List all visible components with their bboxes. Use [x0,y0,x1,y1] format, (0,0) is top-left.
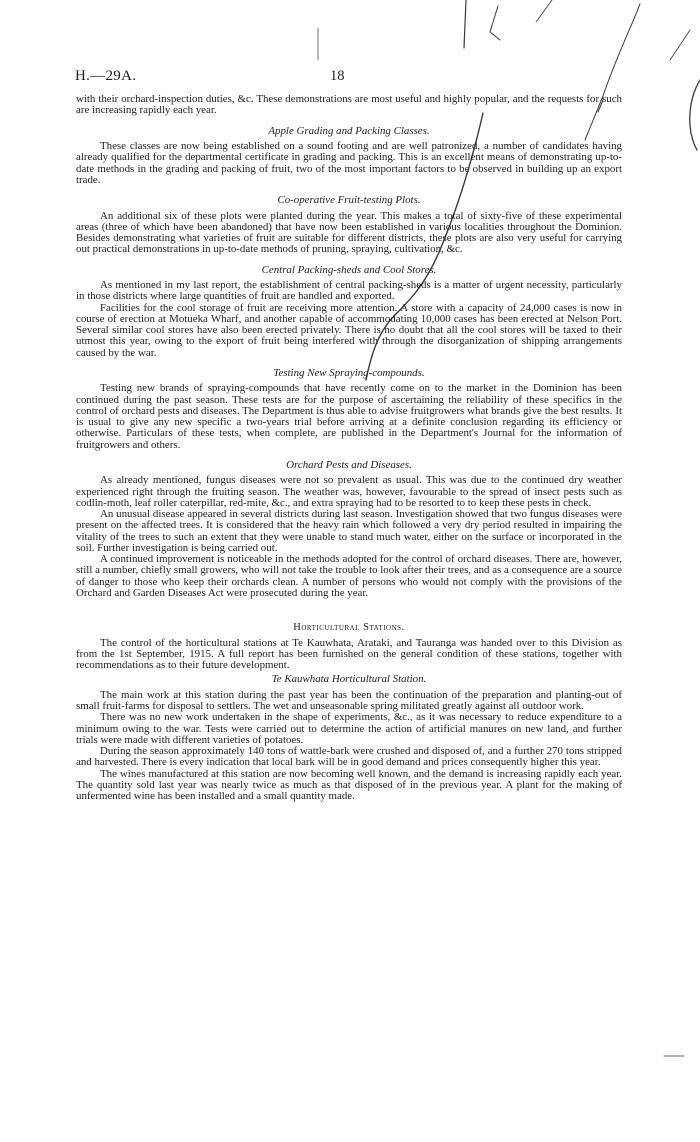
paragraph: An additional six of these plots were planted during the year. This makes a total of sixty-five of these experimental areas (three of which have been abandoned) that have now been established in various localities throughout the Dominion. Besides demonstrating what varieties of fruit are suitable for different districts, these plots are also very useful for carrying out practical demonstrations in up-to-date methods of pruning, spraying, cultivation, &c. [76,209,622,256]
subsection-heading: Te Kauwhata Horticultural Station. [271,673,427,686]
section-heading: Orchard Pests and Diseases. [286,458,412,471]
document-page [76,70,622,1142]
paragraph: As already mentioned, fungus diseases were not so prevalent as usual. This was due to the continued dry weather experienced right through the fruiting season. The weather was, however, favourable to the spread of insect pests such as codlin-moth, leaf roller caterpillar, red-mite, &c., and extra spraying had to be resorted to to keep these pests in check. [76,474,622,509]
paragraph: The wines manufactured at this station are now becoming well known, and the demand is increasing rapidly each year. The quantity sold last year was nearly twice as much as that disposed of in the previous year. A plant for the making of unfermented wine has been installed and a small quantity made. [76,767,622,802]
major-section-heading: Horticultural Stations. [293,622,405,633]
page-header [76,70,622,94]
paragraph: A continued improvement is noticeable in the methods adopted for the control of orchard diseases. There are, however, still a number, chiefly small growers, who will not take the trouble to look after their trees, and as a consequence are a source of danger to those who keep their orchards clean. A number of persons who would not comply with the provisions of the Orchard and Garden Diseases Act were prosecuted during the year. [76,553,622,599]
section-heading: Testing New Spraying-compounds. [273,366,425,379]
paragraph: Testing new brands of spraying-compounds that have recently come on to the market in the Dominion has been continued during the past season. These tests are for the purpose of ascertaining the reliability of these specifics in the control of orchard pests and diseases. The Department is thus able to advise fruitgrowers what brands give the best results. It is usual to give any new specific a two-years trial before arriving at a definite conclusion regarding its efficiency or otherwise. Particulars of these tests, when complete, are published in the Department's Journal for the information of fruitgrowers and others. [76,382,622,451]
paragraph: As mentioned in my last report, the establishment of central packing-sheds is a matter of urgent necessity, particularly in those districts where large quantities of fruit are handled and exported. [76,279,622,303]
paragraph: These classes are now being established on a sound footing and are well patronized, a number of candidates having already qualified for the departmental certificate in grading and packing. This is an excellent means of demonstrating up-to-date methods in the grading and packing of fruit, two of the most important factors to be observed in building up an export trade. [76,140,622,186]
section-heading: Central Packing-sheds and Cool Stores. [261,263,437,276]
paragraph: An unusual disease appeared in several districts during last season. Investigation showed that two fungus diseases were present on the affected trees. It is considered that the heavy rain which followed a very dry period resulted in impairing the vitality of the trees to such an extent that they were unable to stand much water, either on the surface or incorporated in the soil. Further investigation is being carried out. [76,508,622,554]
paragraph: Facilities for the cool storage of fruit are receiving more attention. A store with a capacity of 24,000 cases is now in course of erection at Motueka Wharf, and another capable of accommodating 10,000 cases has been erected at Nelson Port. Several similar cool stores have also been erected privately. There is no doubt that all the cool stores will be taxed to their utmost this year, owing to the export of fruit being interfered with through the disorganization of shipping arrangements caused by the war. [76,301,622,359]
paragraph: During the season approximately 140 tons of wattle-bark were crushed and disposed of, and a further 270 tons stripped and harvested. There is every indication that local bark will be in good demand and prices consequently higher this year. [76,745,622,769]
section-heading: Co-operative Fruit-testing Plots. [277,194,421,206]
paragraph: The control of the horticultural stations at Te Kauwhata, Arataki, and Tauranga was handed over to this Division as from the 1st September, 1915. A full report has been furnished on the general condition of these stations, together with recommendations as to their future development. [76,636,622,671]
document-body [76,94,622,802]
paragraph: There was no new work undertaken in the shape of experiments, &c., as it was necessary to reduce expenditure to a minimum owing to the war. Tests were carried out to determine the action of artificial manures on new land, and further trials were made with different varieties of potatoes. [76,711,622,746]
page-number: 18 [330,68,345,84]
document-reference: H.—29A. [75,68,137,84]
paragraph: The main work at this station during the past year has been the continuation of the preparation and planting-out of small fruit-farms for disposal to settlers. The wet and unseasonable spring militated greatly against all outdoor work. [76,688,622,712]
section-heading: Apple Grading and Packing Classes. [268,124,430,137]
paragraph: with their orchard-inspection duties, &c. These demonstrations are most useful and highly popular, and the requests for such are increasing rapidly each year. [76,93,622,117]
